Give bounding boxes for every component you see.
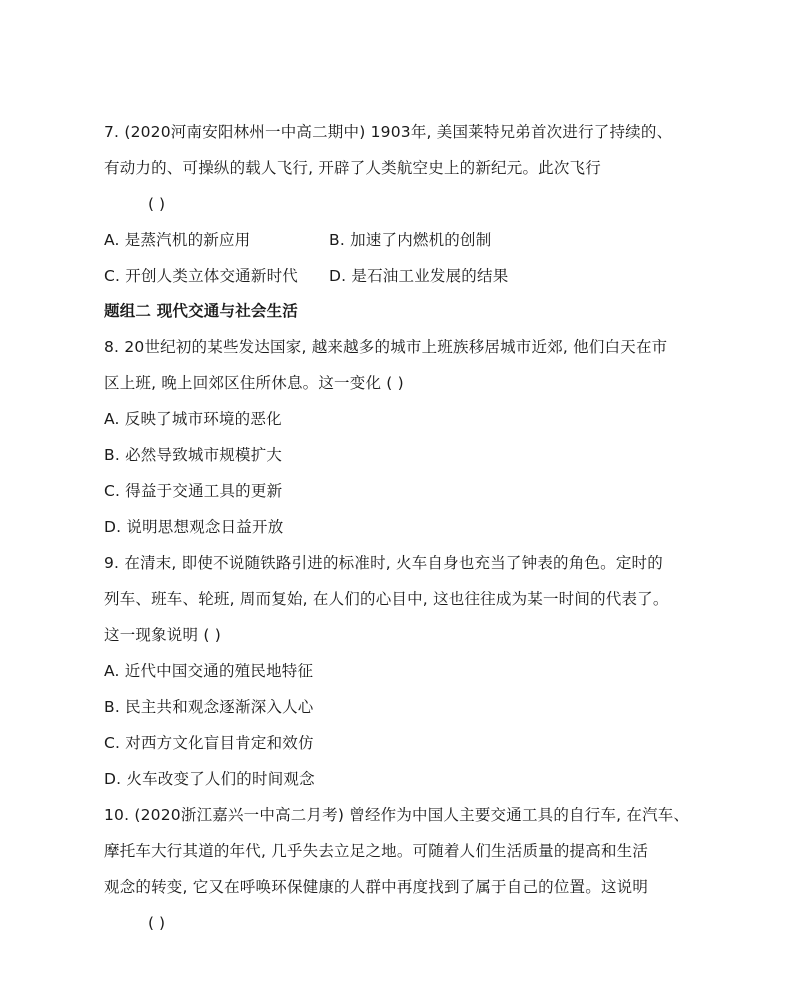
q10-stem-line-1: 10. (2020浙江嘉兴一中高二月考) 曾经作为中国人主要交通工具的自行车, 在汽车、 xyxy=(104,806,690,824)
q8-stem-line-1: 8. 20世纪初的某些发达国家, 越来越多的城市上班族移居城市近郊, 他们白天在市 xyxy=(104,338,668,356)
q9-option-b: B. 民主共和观念逐渐深入人心 xyxy=(104,698,314,716)
q7-option-d: D. 是石油工业发展的结果 xyxy=(329,267,509,285)
q7-option-b: B. 加速了内燃机的创制 xyxy=(329,231,492,249)
q7-stem-line-2: 有动力的、可操纵的载人飞行, 开辟了人类航空史上的新纪元。此次飞行 xyxy=(104,159,601,177)
q8-option-b: B. 必然导致城市规模扩大 xyxy=(104,446,283,464)
q7-stem-line-1: 7. (2020河南安阳林州一中高二期中) 1903年, 美国莱特兄弟首次进行了持续的、 xyxy=(104,123,673,141)
q9-stem-line-2: 列车、班车、轮班, 周而复始, 在人们的心目中, 这也往往成为某一时间的代表了。 xyxy=(104,590,669,608)
q7-answer-bracket: ( ) xyxy=(148,195,166,213)
q8-stem-line-2: 区上班, 晚上回郊区住所休息。这一变化 ( ) xyxy=(104,374,404,392)
q9-stem-line-1: 9. 在清末, 即使不说随铁路引进的标准时, 火车自身也充当了钟表的角色。定时的 xyxy=(104,554,663,572)
q9-option-a: A. 近代中国交通的殖民地特征 xyxy=(104,662,314,680)
q10-answer-bracket: ( ) xyxy=(148,914,166,932)
q8-option-a: A. 反映了城市环境的恶化 xyxy=(104,410,282,428)
q10-stem-line-2: 摩托车大行其道的年代, 几乎失去立足之地。可随着人们生活质量的提高和生活 xyxy=(104,842,649,860)
q9-option-d: D. 火车改变了人们的时间观念 xyxy=(104,770,315,788)
q8-option-c: C. 得益于交通工具的更新 xyxy=(104,482,283,500)
q9-option-c: C. 对西方文化盲目肯定和效仿 xyxy=(104,734,314,752)
section-title: 题组二 现代交通与社会生活 xyxy=(104,302,298,320)
q7-option-c: C. 开创人类立体交通新时代 xyxy=(104,267,298,285)
q10-stem-line-3: 观念的转变, 它又在呼唤环保健康的人群中再度找到了属于自己的位置。这说明 xyxy=(104,878,649,896)
q8-option-d: D. 说明思想观念日益开放 xyxy=(104,518,284,536)
q9-stem-line-3: 这一现象说明 ( ) xyxy=(104,626,221,644)
q7-option-a: A. 是蒸汽机的新应用 xyxy=(104,231,251,249)
